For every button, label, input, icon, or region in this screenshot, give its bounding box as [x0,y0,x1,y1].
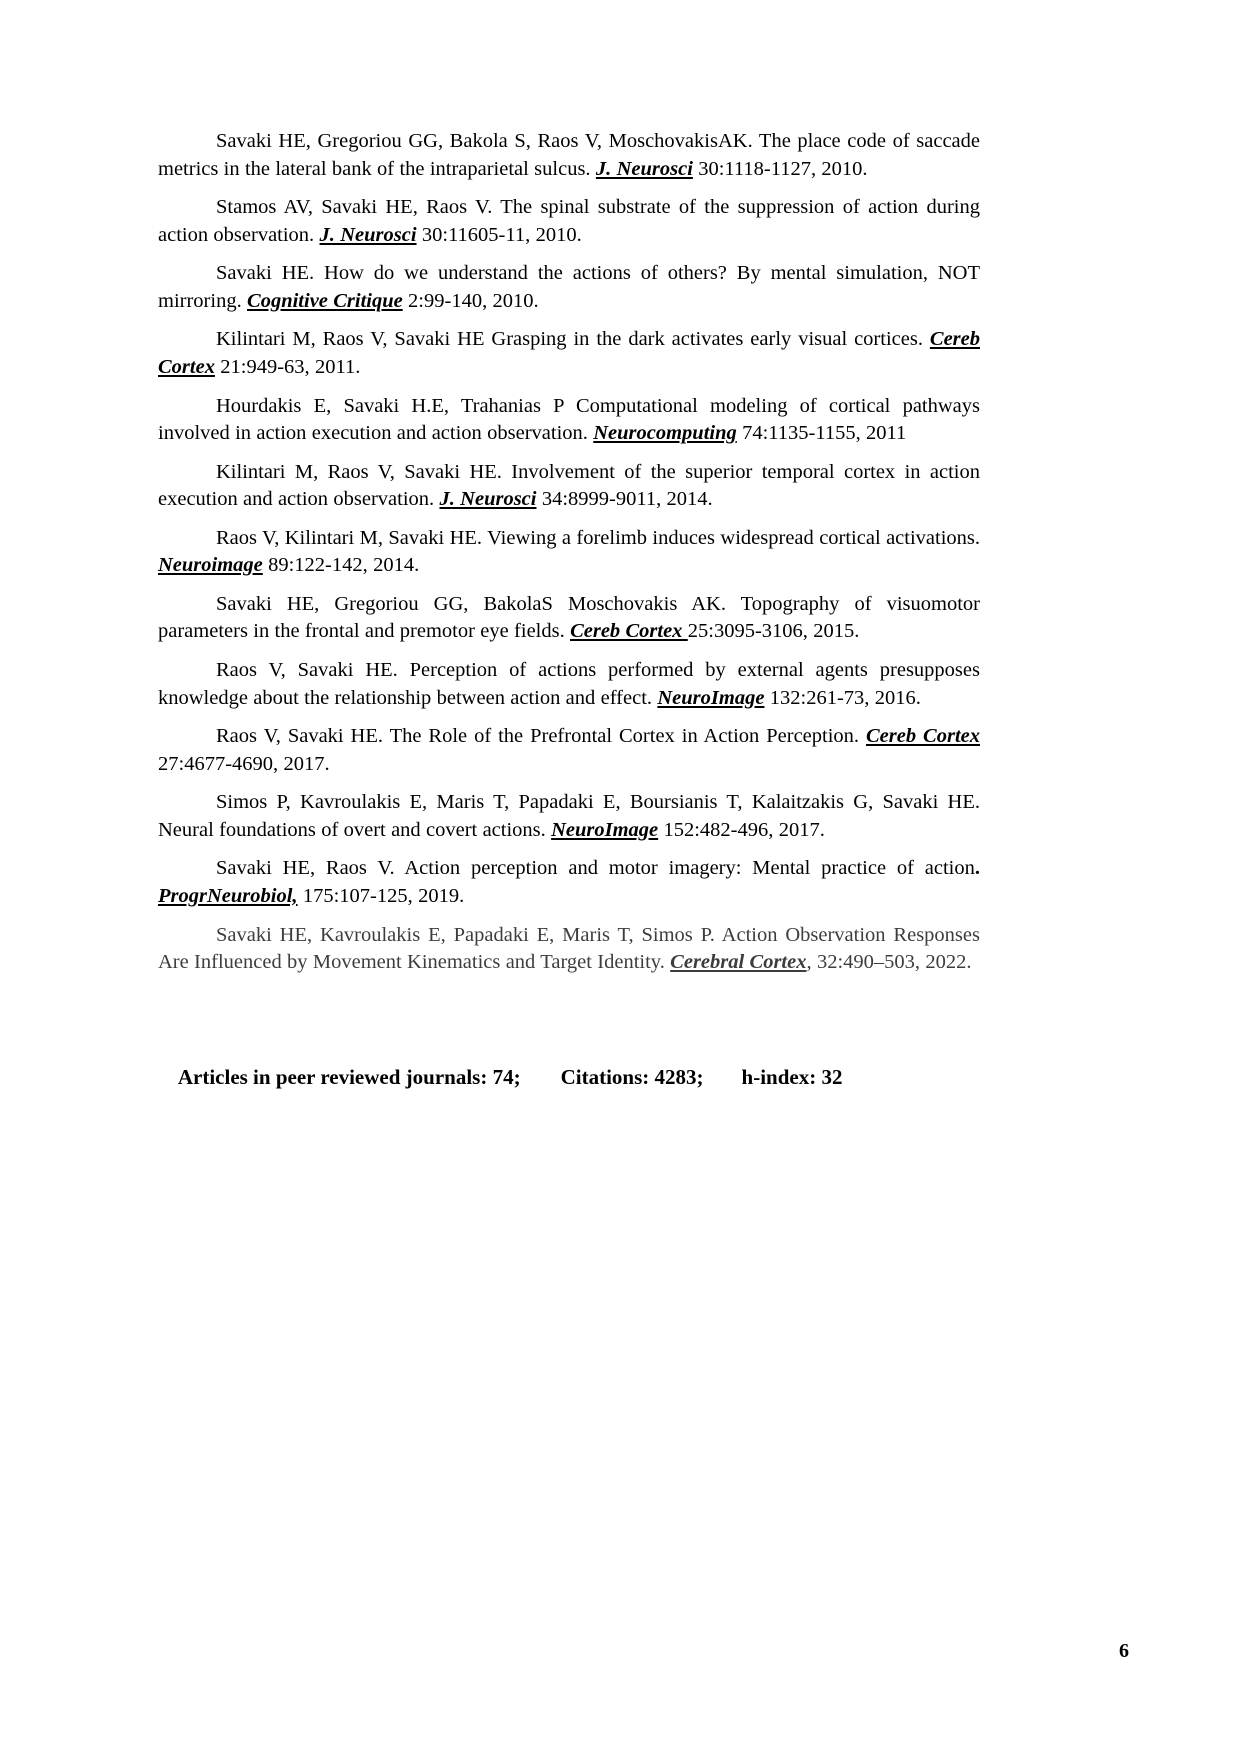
reference-citation-detail: 152:482-496, 2017. [658,818,825,841]
reference-text: Raos V, Savaki HE. The Role of the Prefrontal Cortex in Action Perception. [216,725,866,748]
reference-citation-detail: 132:261-73, 2016. [764,686,921,709]
citations-count-label: Citations: 4283; [560,1065,704,1089]
journal-name: Cognitive Critique [247,289,403,312]
reference-entry [158,657,980,712]
reference-entry [158,128,980,183]
reference-citation-detail: 2:99-140, 2010. [402,289,539,312]
hindex-label: h-index: 32 [741,1065,843,1089]
reference-list [158,128,980,977]
reference-text: Simos P, Kavroulakis E, Maris T, Papadaki E, Boursianis T, Kalaitzakis G, Savaki HE. Neural foundations of overt and covert actions. [158,791,980,841]
journal-name: Cereb Cortex [158,328,980,378]
reference-entry [158,393,980,448]
page-number: 6 [1119,1640,1129,1662]
reference-citation-detail: 25:3095-3106, 2015. [687,620,860,643]
reference-entry [158,260,980,315]
reference-text: Stamos AV, Savaki HE, Raos V. The spinal substrate of the suppression of action during action observation. [158,196,980,246]
reference-text: Savaki HE. How do we understand the actions of others? By mental simulation, NOT mirroring. [158,262,980,312]
journal-name: ProgrNeurobiol, [158,884,298,907]
reference-text: Savaki HE, Raos V. Action perception and motor imagery: Mental practice of action [216,857,975,880]
publication-summary [158,1040,1018,1115]
reference-citation-detail: , 32:490–503, 2022. [806,951,972,974]
journal-name: NeuroImage [657,686,765,709]
journal-name: J. Neurosci [319,223,417,246]
journal-name: Neurocomputing [593,422,737,445]
reference-entry [158,723,980,778]
reference-entry [158,855,980,910]
reference-citation-detail: 30:11605-11, 2010. [416,223,582,246]
reference-entry [158,922,980,977]
reference-citation-detail: 89:122-142, 2014. [262,554,420,577]
journal-name: Cereb Cortex [570,620,688,643]
reference-citation-detail: 74:1135-1155, 2011 [736,422,907,445]
journal-name: J. Neurosci [595,157,693,180]
reference-text: Raos V, Savaki HE. Perception of actions performed by external agents presupposes knowledge about the relationship between action and effect. [158,659,980,709]
journal-name: NeuroImage [551,818,659,841]
reference-text: Raos V, Kilintari M, Savaki HE. Viewing a forelimb induces widespread cortical activations. [216,526,980,549]
journal-name: Cereb Cortex [866,725,980,748]
reference-entry [158,789,980,844]
reference-text: Kilintari M, Raos V, Savaki HE Grasping in the dark activates early visual cortices. [216,328,930,351]
reference-entry [158,459,980,514]
reference-text: Kilintari M, Raos V, Savaki HE. Involvement of the superior temporal cortex in action execution and action observation. [158,460,980,511]
articles-count-label: Articles in peer reviewed journals: 74; [177,1065,521,1089]
reference-entry [158,525,980,580]
journal-name: Neuroimage [158,554,263,577]
reference-text: Savaki HE, Gregoriou GG, BakolaS Moschovakis AK. Topography of visuomotor parameters in the frontal and premotor eye fields. [158,592,980,643]
reference-entry [158,194,980,249]
reference-citation-detail: 27:4677-4690, 2017. [158,752,330,775]
reference-citation-detail: 34:8999-9011, 2014. [536,488,713,511]
reference-text-emphasis: . [974,857,980,880]
journal-name: J. Neurosci [439,488,537,511]
reference-text: Savaki HE, Kavroulakis E, Papadaki E, Maris T, Simos P. Action Observation Responses Are Influenced by Movement Kinematics and Target Identity. [158,923,980,974]
reference-citation-detail: 30:1118-1127, 2010. [692,157,868,180]
reference-citation-detail: 21:949-63, 2011. [214,355,361,378]
reference-entry [158,591,980,646]
reference-citation-detail: 175:107-125, 2019. [297,884,465,907]
reference-text: Hourdakis E, Savaki H.E, Trahanias P Computational modeling of cortical pathways involved in action execution and action observation. [158,394,980,445]
reference-text: Savaki HE, Gregoriou GG, Bakola S, Raos V, MoschovakisAK. The place code of saccade metrics in the lateral bank of the intraparietal sulcus. [158,130,980,180]
reference-entry [158,326,980,381]
journal-name: Cerebral Cortex [670,951,807,974]
